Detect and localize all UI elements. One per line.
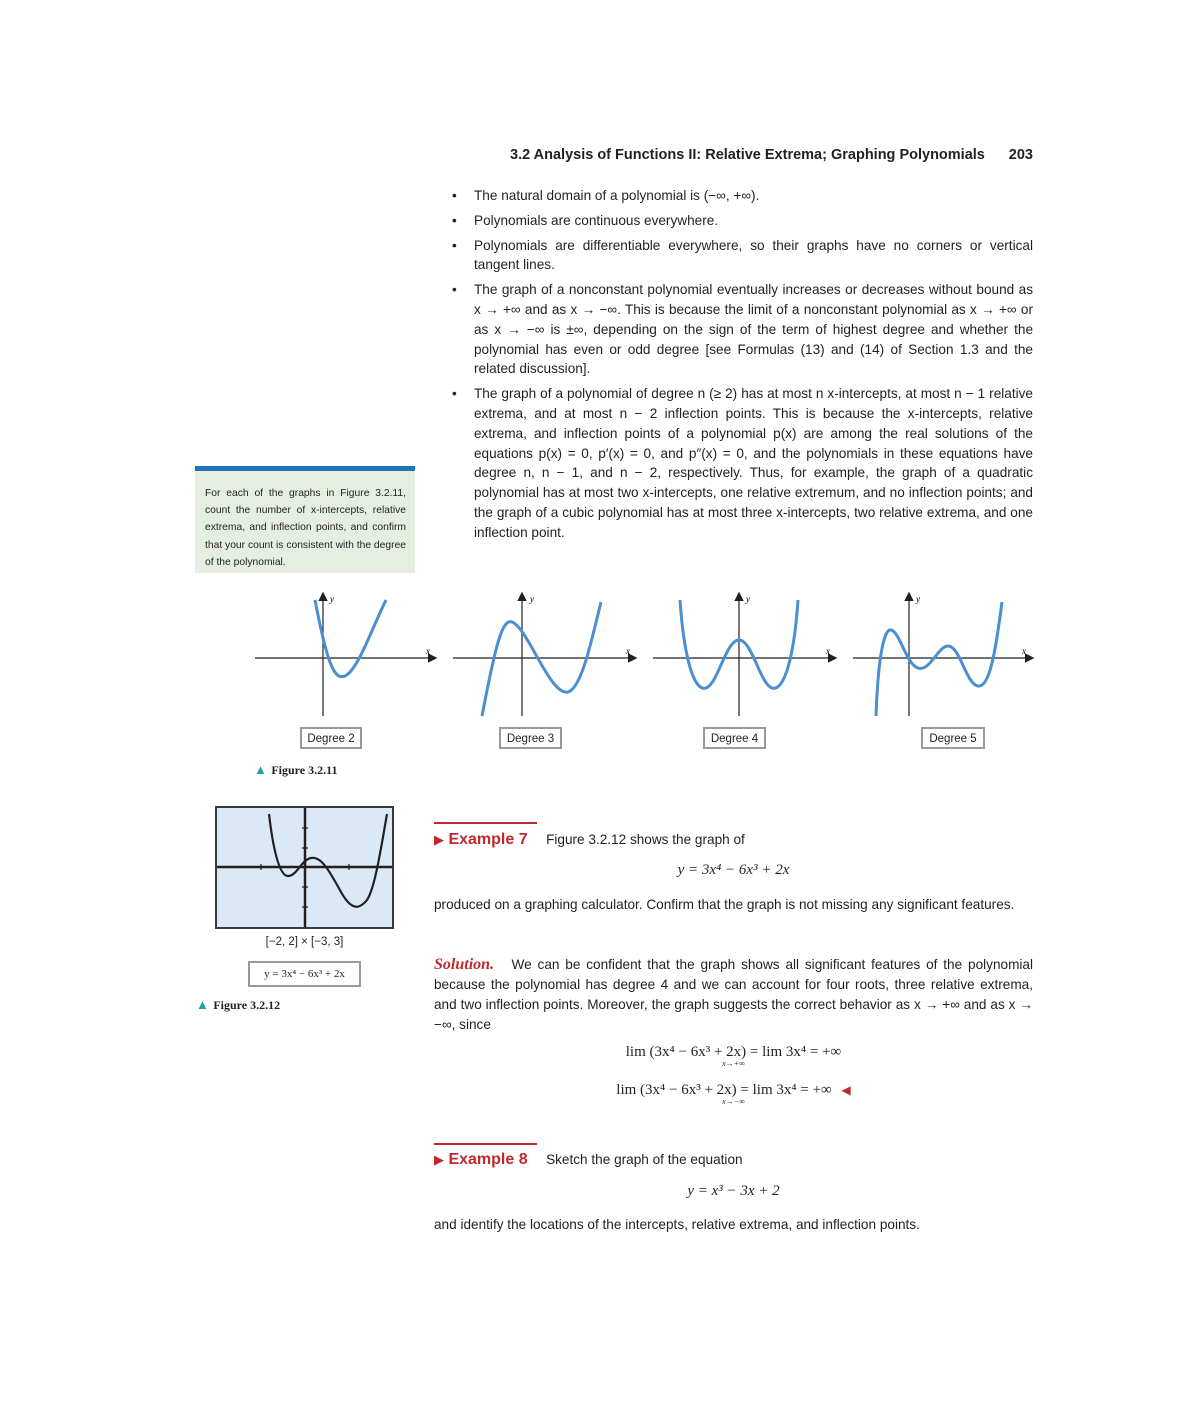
example-7-rule [434,822,537,824]
calculator-graph [217,808,392,927]
figure-3211-graphs [250,588,1040,723]
bullet-list [452,186,1033,548]
play-triangle-icon: ▶ [434,832,444,847]
example-7-intro: Figure 3.2.12 shows the graph of [546,832,745,847]
example-8-rule [434,1143,537,1145]
degree-4-label: Degree 4 [703,727,766,749]
y-label: y [330,594,334,604]
solution-paragraph [434,955,1033,1035]
bullet-item: • The graph of a nonconstant polynomial eventually increases or decreases without bound as x → +∞ and as x → −∞. This is because the limit of a nonconstant polynomial as x → +∞ or as x → −∞ is ±∞, depending on the sign of the term of highest degree and whether the polynomial has even or odd degree [see Formulas (13) and (14) of Section 1.3 and the related discussion]. [452,282,1033,377]
limit-sub-1: x→+∞ [722,1059,745,1068]
y-label: y [530,594,534,604]
y-label: y [916,594,920,604]
running-header [510,147,1033,163]
end-marker-icon: ◀ [841,1083,851,1097]
x-label: x [626,646,630,656]
bullet-symbol: • [452,282,457,298]
x-label: x [826,646,830,656]
example-7-text: produced on a graphing calculator. Confirm that the graph is not missing any significant features. [434,897,1015,912]
graph-degree-2 [255,594,435,716]
degree-3-label: Degree 3 [499,727,562,749]
example-8-label: Example 8 [448,1151,528,1168]
curve [876,602,1002,716]
margin-note-text: For each of the graphs in Figure 3.2.11, count the number of x-intercepts, relative extrema, and inflection points, and confirm that your count is consistent with the degree of the polynomial. [205,488,406,568]
solution-label: Solution. [434,956,495,973]
bullet-symbol: • [452,212,457,228]
curve [269,814,387,907]
bullet-symbol: • [452,188,457,203]
calculator-window: [−2, 2] × [−3, 3] [265,936,344,948]
solution-text: We can be confident that the graph shows all significant features of the polynomial because the polynomial has degree 4 and we can account for four roots, three relative extrema, and two inflection points. Moreover, the graph suggests the correct behavior as x → +∞ and as x → −∞, since [434,957,1033,1032]
figure-3211-caption: ▲ Figure 3.2.11 [254,762,338,777]
limit-line-2: lim (3x⁴ − 6x³ + 2x) = lim 3x⁴ = +∞ ◀ x→−∞ [434,1082,1033,1106]
figure-3212-caption: ▲ Figure 3.2.12 [196,997,281,1012]
header-title: 3.2 Analysis of Functions II: Relative Extrema; Graphing Polynomials [510,147,985,163]
calculator-equation: y = 3x⁴ − 6x³ + 2x [248,961,361,987]
degree-5-label: Degree 5 [921,727,985,749]
margin-note [195,466,415,573]
example-7-label: Example 7 [448,831,528,848]
limit-sub-2: x→−∞ [722,1097,745,1106]
x-label: x [426,646,430,656]
triangle-icon: ▲ [254,762,267,777]
example-8-heading [434,1150,743,1170]
example-7-equation: y = 3x⁴ − 6x³ + 2x [677,862,790,878]
calculator-screen [215,806,394,929]
graph-degree-4 [653,594,835,716]
bullet-item: • The natural domain of a polynomial is (−∞, +∞). [452,186,1033,206]
page-number: 203 [1008,147,1033,163]
graph-degree-5 [853,594,1032,716]
curve [315,600,386,677]
play-triangle-icon: ▶ [434,1152,444,1167]
curve [482,602,601,716]
limit-line-1: lim (3x⁴ − 6x³ + 2x) = lim 3x⁴ = +∞ x→+∞ [434,1044,1033,1068]
bullet-item: • The graph of a polynomial of degree n (≥ 2) has at most n x-intercepts, at most n − 1 relative extrema, and at most n − 2 inflection points. This is because the x-intercepts, relative extrema, and inflection points of a polynomial p(x) are among the real solutions of the equations p(x) = 0, p′(x) = 0, and p″(x) = 0, and the polynomials in these equations have degree n, n − 1, and n − 2, respectively. Thus, for example, the graph of a quadratic polynomial has at most two x-intercepts, one relative extremum, and no inflection points; and the graph of a cubic polynomial has at most three x-intercepts, two relative extrema, and one inflection point. [452,386,1033,540]
x-label: x [1022,646,1026,656]
example-8-equation: y = x³ − 3x + 2 [687,1183,780,1199]
bullet-item: • Polynomials are continuous everywhere. [452,211,1033,231]
example-8-text: and identify the locations of the intercepts, relative extrema, and inflection points. [434,1217,920,1232]
bullet-symbol: • [452,386,457,402]
example-7-heading [434,830,745,850]
bullet-symbol: • [452,237,457,253]
example-8-intro: Sketch the graph of the equation [546,1152,743,1167]
degree-2-label: Degree 2 [300,727,362,749]
bullet-item: • Polynomials are differentiable everywhere, so their graphs have no corners or vertical tangent lines. [452,237,1033,273]
graph-degree-3 [453,594,635,716]
triangle-icon: ▲ [196,997,209,1012]
y-label: y [746,594,750,604]
